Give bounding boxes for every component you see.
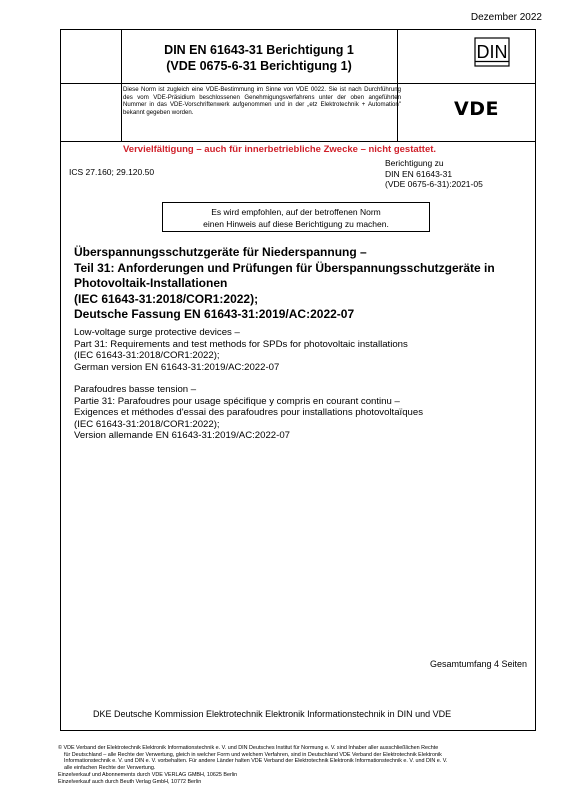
english-title-line: Low-voltage surge protective devices – [74, 327, 240, 338]
correction-reference [385, 158, 483, 190]
english-title-line: (IEC 61643-31:2018/COR1:2022); [74, 350, 220, 362]
footer-line: alle einfachen Rechte der Verwertung. [64, 765, 156, 772]
correction-line-2: DIN EN 61643-31 [385, 168, 453, 179]
footer-line: © VDE Verband der Elektrotechnik Elektronik Informationstechnik e. V. und DIN Deutsches Institut für Normung e. V. sind Inhaber aller ausschließlichen Rechte [58, 745, 439, 751]
din-logo [474, 37, 510, 67]
footer-line: Einzelverkauf auch durch Beuth Verlag GmbH, 10772 Berlin [58, 778, 202, 785]
english-title-line: German version EN 61643-31:2019/AC:2022-07 [74, 361, 280, 373]
vde-logo: VDE [454, 98, 499, 120]
copy-warning: Vervielfältigung – auch für innerbetriebliche Zwecke – nicht gestattet. [123, 144, 437, 155]
cover-frame [60, 29, 536, 731]
correction-line-1: Berichtigung zu [385, 158, 444, 168]
din-logo-text: DIN [476, 42, 508, 62]
title-line-1: DIN EN 61643-31 Berichtigung 1 [164, 43, 354, 57]
german-title-line: (IEC 61643-31:2018/COR1:2022); [74, 291, 259, 306]
french-title-line: Version allemande EN 61643-31:2019/AC:2022-07 [74, 430, 291, 442]
total-pages: Gesamtumfang 4 Seiten [429, 659, 527, 669]
recommendation-line-2: einen Hinweis auf diese Berichtigung zu machen. [203, 219, 389, 229]
french-title-line: Parafoudres basse tension – [74, 384, 197, 395]
german-title-line: Überspannungsschutzgeräte für Niederspannung – [74, 245, 367, 259]
recommendation-line-1: Es wird empfohlen, auf der betroffenen Norm [211, 207, 381, 217]
german-title-line: Teil 31: Anforderungen und Prüfungen für Überspannungsschutzgeräte in [74, 260, 495, 275]
english-title-line: Part 31: Requirements and test methods for SPDs for photovoltaic installations [74, 338, 408, 350]
french-title-line: Partie 31: Parafoudres pour usage spécifique y compris en courant continu – [74, 395, 400, 407]
french-title-line: Exigences et méthodes d'essai des parafoudres pour installations photovoltaïques [74, 407, 424, 419]
footer-line: Einzelverkauf und Abonnements durch VDE VERLAG GMBH, 10625 Berlin [58, 771, 238, 778]
recommendation-box [162, 202, 430, 232]
vde-notice: Diese Norm ist zugleich eine VDE-Bestimmung im Sinne von VDE 0022. Sie ist nach Durchführung des vom VDE-Präsidium beschlossenen Genehmigungsverfahrens unter der oben angeführten Nummer in das VDE-Vorschriftenwerk aufgenommen und in der „etz Elektrotechnik + Automation" bekannt gegeben worden. [123, 86, 401, 116]
ics-codes: ICS 27.160; 29.120.50 [69, 167, 155, 177]
committee-line: DKE Deutsche Kommission Elektrotechnik Elektronik Informationstechnik in DIN und VDE [93, 709, 452, 719]
divider-notice [61, 141, 535, 142]
copyright-footer [58, 745, 536, 785]
title-line-2: (VDE 0675-6-31 Berichtigung 1) [166, 59, 352, 73]
document-title [121, 42, 397, 74]
french-title [74, 384, 534, 442]
english-title [74, 327, 534, 373]
correction-line-3: (VDE 0675-6-31):2021-05 [385, 179, 483, 190]
french-title-line: (IEC 61643-31:2018/COR1:2022); [74, 418, 220, 430]
divider-title [61, 83, 535, 84]
german-title [74, 245, 534, 323]
footer-line: für Deutschland – alle Rechte der Verwertung, gleich in welcher Form und welchem Verfahren, sind in Deutschland VDE Verband der Elektrotechnik Elektronik [64, 751, 442, 758]
footer-line: Informationstechnik e. V. und DIN e. V. vorbehalten. Für andere Länder halten VDE Verband der Elektrotechnik Elektronik Informationstechnik e. V. und DIN e. V. [64, 758, 448, 765]
german-title-line: Deutsche Fassung EN 61643-31:2019/AC:2022-07 [74, 307, 355, 321]
issue-date: Dezember 2022 [470, 12, 542, 23]
german-title-line: Photovoltaik-Installationen [74, 276, 228, 290]
